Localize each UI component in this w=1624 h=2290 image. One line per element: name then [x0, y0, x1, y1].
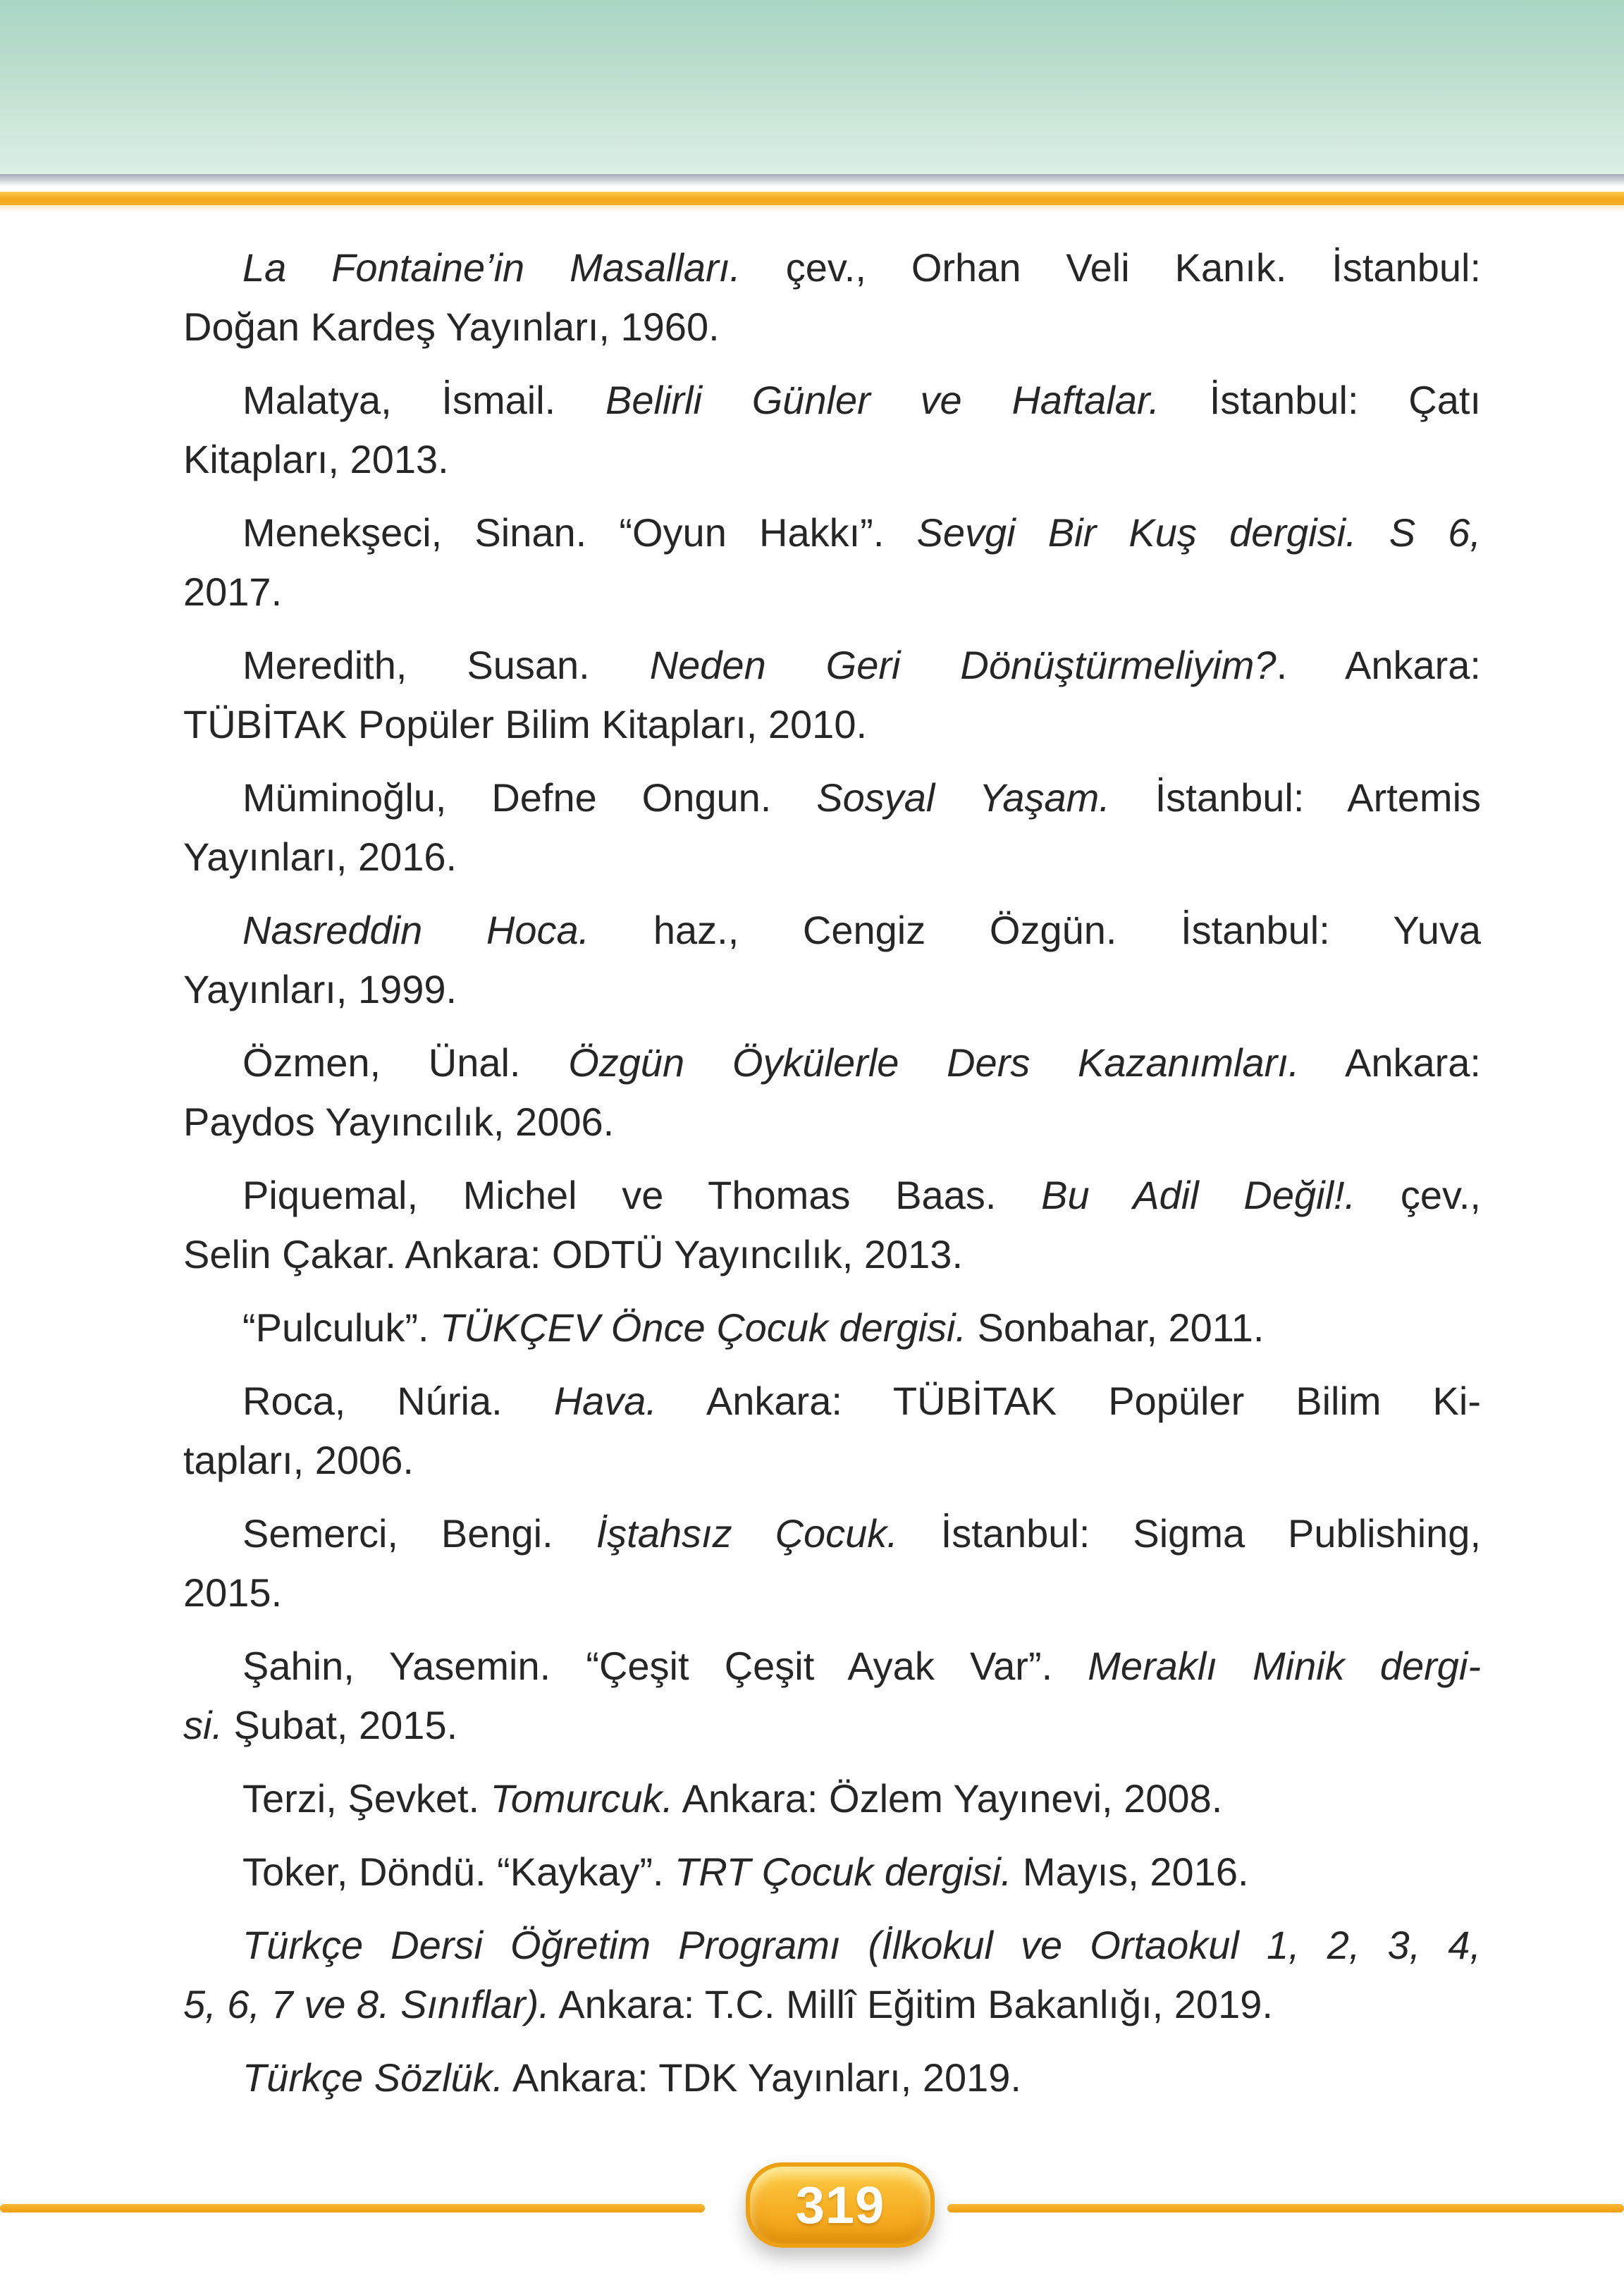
bibliography-entry [183, 238, 1481, 357]
bibliography-entry [183, 503, 1481, 622]
bibliography-entry [183, 1298, 1481, 1358]
entry-line: Yayınları, 1999. [183, 967, 457, 1011]
header-gold-rule [0, 192, 1624, 205]
bibliography-entry [183, 1842, 1481, 1902]
entry-line: Şahin, Yasemin. “Çeşit Çeşit Ayak Var”. Meraklı Minik dergi- [242, 1644, 1481, 1688]
entry-line: Toker, Döndü. “Kaykay”. TRT Çocuk dergisi. Mayıs, 2016. [242, 1849, 1249, 1894]
bibliography-entry [183, 768, 1481, 887]
entry-line: Türkçe Sözlük. Ankara: TDK Yayınları, 2019. [242, 2055, 1021, 2100]
page-number: 319 [795, 2176, 885, 2234]
footer-rule-left [0, 2204, 705, 2212]
bibliography-entry [183, 1916, 1481, 2034]
entry-line: Roca, Núria. Hava. Ankara: TÜBİTAK Popüler Bilim Ki- [242, 1379, 1481, 1423]
entry-line: Müminoğlu, Defne Ongun. Sosyal Yaşam. İstanbul: Artemis [242, 775, 1482, 820]
bibliography-entry [183, 636, 1481, 754]
bibliography-entry [183, 1769, 1481, 1828]
header-band-shadow [0, 174, 1624, 187]
entry-line: Piquemal, Michel ve Thomas Baas. Bu Adil Değil!. çev., [242, 1173, 1481, 1217]
entry-line: Meredith, Susan. Neden Geri Dönüştürmeliyim?. Ankara: [242, 643, 1481, 687]
bibliography-entry [183, 901, 1481, 1019]
entry-line: Selin Çakar. Ankara: ODTÜ Yayıncılık, 2013. [183, 1232, 963, 1276]
entry-line: La Fontaine’in Masalları. çev., Orhan Veli Kanık. İstanbul: [242, 245, 1481, 290]
footer-rule-right [947, 2204, 1624, 2212]
bibliography [183, 238, 1481, 2122]
entry-line: si. Şubat, 2015. [183, 1703, 458, 1747]
entry-line: Menekşeci, Sinan. “Oyun Hakkı”. Sevgi Bir Kuş dergisi. S 6, [242, 510, 1482, 555]
bibliography-entry [183, 1166, 1481, 1284]
bibliography-entry [183, 1504, 1481, 1623]
bibliography-entry [183, 2048, 1481, 2107]
entry-line: Özmen, Ünal. Özgün Öykülerle Ders Kazanımları. Ankara: [242, 1040, 1481, 1085]
entry-line: tapları, 2006. [183, 1438, 414, 1482]
entry-line: Semerci, Bengi. İştahsız Çocuk. İstanbul: Sigma Publishing, [242, 1511, 1482, 1556]
bibliography-entry [183, 1637, 1481, 1755]
entry-line: Terzi, Şevket. Tomurcuk. Ankara: Özlem Yayınevi, 2008. [242, 1776, 1223, 1821]
entry-line: Malatya, İsmail. Belirli Günler ve Haftalar. İstanbul: Çatı [242, 378, 1482, 422]
entry-line: Kitapları, 2013. [183, 437, 449, 481]
header-band [0, 0, 1624, 174]
entry-line: Paydos Yayıncılık, 2006. [183, 1100, 615, 1144]
bibliography-entry [183, 1372, 1481, 1490]
entry-line: 5, 6, 7 ve 8. Sınıflar). Ankara: T.C. Millî Eğitim Bakanlığı, 2019. [183, 1982, 1273, 2026]
entry-line: 2015. [183, 1570, 283, 1615]
entry-line: Doğan Kardeş Yayınları, 1960. [183, 304, 720, 349]
page-number-badge [746, 2162, 935, 2248]
entry-line: Nasreddin Hoca. haz., Cengiz Özgün. İstanbul: Yuva [242, 908, 1481, 952]
entry-line: Yayınları, 2016. [183, 835, 457, 879]
entry-line: TÜBİTAK Popüler Bilim Kitapları, 2010. [183, 702, 868, 746]
entry-line: Türkçe Dersi Öğretim Programı (İlkokul ve Ortaokul 1, 2, 3, 4, [242, 1923, 1481, 1967]
entry-line: 2017. [183, 570, 283, 614]
entry-line: “Pulculuk”. TÜKÇEV Önce Çocuk dergisi. Sonbahar, 2011. [242, 1305, 1265, 1350]
bibliography-entry [183, 371, 1481, 489]
bibliography-entry [183, 1033, 1481, 1152]
